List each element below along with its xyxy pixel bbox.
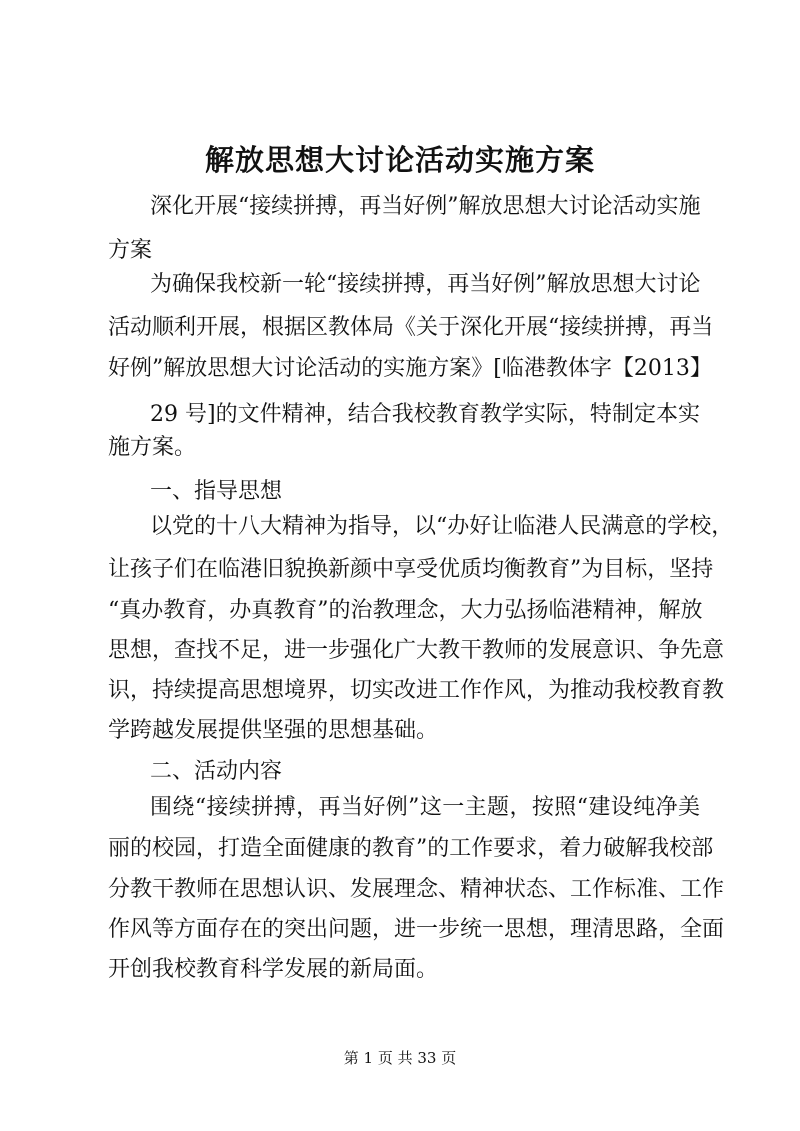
paragraph-line: 识，持续提高思想境界，切实改进工作作风，为推动我校教育教 — [108, 678, 725, 703]
paragraph-line: 丽的校园，打造全面健康的教育”的工作要求，着力破解我校部 — [108, 836, 714, 861]
paragraph-line: 以党的十八大精神为指导，以“办好让临港人民满意的学校， — [150, 514, 734, 539]
paragraph-line: 为确保我校新一轮“接续拼搏，再当好例”解放思想大讨论 — [150, 272, 701, 297]
paragraph-line: 开创我校教育科学发展的新局面。 — [108, 957, 439, 982]
paragraph-line: 深化开展“接续拼搏，再当好例”解放思想大讨论活动实施 — [150, 194, 701, 219]
page-footer: 第 1 页 共 33 页 — [343, 1049, 457, 1067]
paragraph-line: 让孩子们在临港旧貌换新颜中享受优质均衡教育”为目标，坚持 — [108, 557, 714, 582]
paragraph-line: “真办教育，办真教育”的治教理念，大力弘扬临港精神，解放 — [108, 598, 703, 623]
paragraph-line: 思想，查找不足，进一步强化广大教干教师的发展意识、争先意 — [108, 638, 725, 663]
paragraph-line: 围绕“接续拼搏，再当好例”这一主题，按照“建设纯净美 — [150, 795, 700, 820]
paragraph-line: 分教干教师在思想认识、发展理念、精神状态、工作标准、工作 — [108, 877, 725, 902]
paragraph-line: 学跨越发展提供坚强的思想基础。 — [108, 718, 439, 743]
section-heading: 一、指导思想 — [150, 479, 283, 504]
paragraph-line: 方案 — [108, 238, 153, 263]
paragraph-line: 活动顺利开展，根据区教体局《关于深化开展“接续拼搏，再当 — [108, 315, 714, 340]
document-title: 解放思想大讨论活动实施方案 — [204, 143, 595, 177]
section-heading: 二、活动内容 — [150, 759, 283, 784]
paragraph-line: 29 号]的文件精神，结合我校教育教学实际，特制定本实 — [150, 402, 700, 427]
paragraph-line: 好例”解放思想大讨论活动的实施方案》[临港教体字【2013】 — [108, 356, 712, 381]
paragraph-line: 作风等方面存在的突出问题，进一步统一思想，理清思路，全面 — [108, 917, 725, 942]
paragraph-line: 施方案。 — [108, 435, 197, 460]
